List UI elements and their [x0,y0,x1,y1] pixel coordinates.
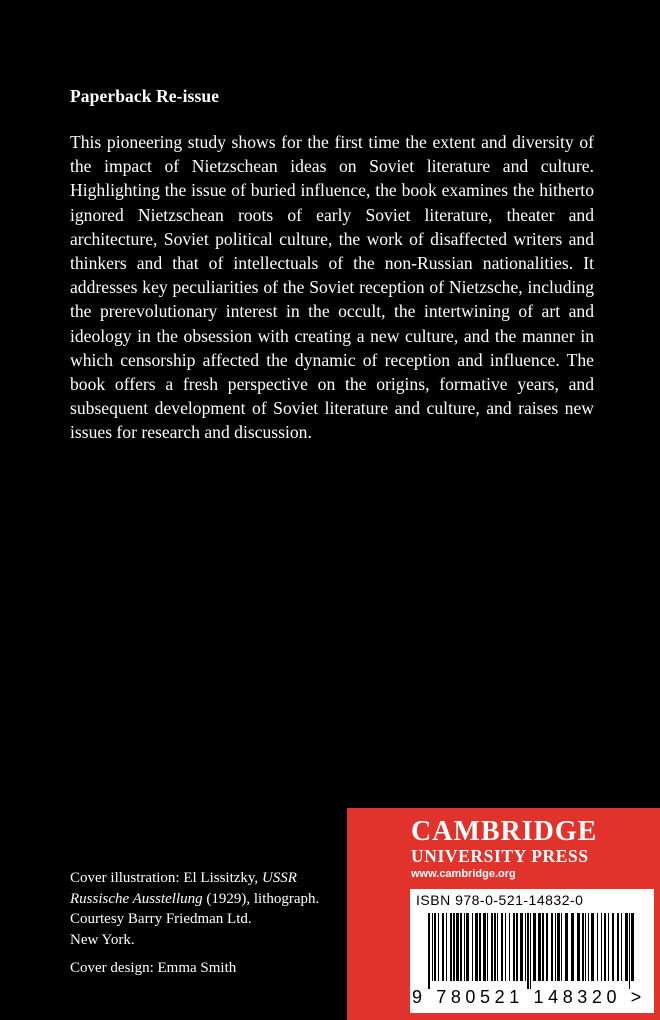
barcode-bar [520,913,523,981]
barcode-bar [565,913,568,981]
barcode-bar [561,913,562,981]
barcode-bar [625,913,628,981]
barcode-bar [525,913,526,981]
barcode-digits: 9 780521 148320 > [412,987,646,1007]
barcode-bar [555,913,556,981]
barcode-bar [629,913,630,989]
credit-location: New York. [70,931,135,948]
credit-title-2: Russische Ausstellung [70,890,203,907]
barcode-bar [585,913,586,981]
barcode-bar [631,913,634,981]
cover-illustration-credit [70,868,370,950]
barcode-bar [597,913,598,981]
credit-prefix: Cover illustration: El Lissitzky, [70,870,262,886]
barcode-bar [472,913,473,981]
barcode-bar [505,913,506,981]
barcode-bar [621,913,622,981]
barcode-bar [501,913,503,981]
barcode-bar [432,913,433,981]
barcode-bar [464,913,465,981]
book-description: This pioneering study shows for the first time the extent and diversity of the impact of Nietzschean ideas on Soviet literature and culture. Highlighting the issue of buried influence, the book examines the hitherto ignored Nietzschean roots of early Soviet literature, theater and architecture, Soviet political culture, the work of disaffected writers and thinkers and that of intellectuals of the non-Russian nationalities. It addresses key peculiarities of the Soviet reception of Nietzsche, including the prerevolutionary interest in the occult, the intertwining of art and ideology in the obsession with creating a new culture, and the manner in which censorship affected the dynamic of reception and influence. The book offers a fresh perspective on the origins, formative years, and subsequent development of Soviet literature and culture, and raises new issues for research and discussion. [70,132,594,443]
barcode-bar [612,913,614,981]
barcode-bar [460,913,462,981]
barcode-bar [446,913,447,981]
barcode-bar [577,913,580,981]
barcode-bar [557,913,560,981]
barcode-bar [588,913,589,981]
barcode-panel [410,889,654,1013]
barcode-bar [533,913,536,981]
publisher-website: www.cambridge.org [411,868,516,880]
barcode-bar [516,913,518,981]
barcode-bar [551,913,553,981]
barcode-bar [617,913,619,981]
cover-design-credit: Cover design: Emma Smith [70,960,237,976]
barcode-bar [513,913,515,981]
barcode-bar [450,913,452,981]
publisher-subtitle: UNIVERSITY PRESS [411,846,589,866]
barcode-bar [604,913,606,981]
barcode-bar [453,913,455,981]
credit-courtesy: Courtesy Barry Friedman Ltd. [70,911,252,927]
barcode-bar [608,913,609,981]
barcode-bar [428,913,430,989]
barcode-bar [546,913,548,981]
barcode-bar [434,913,436,981]
barcode-bar [456,913,459,981]
barcode-bar [438,913,439,981]
barcode-bar [494,913,496,981]
barcode-bar [582,913,584,981]
barcode-bar [442,913,444,981]
barcode-bar [530,913,531,989]
barcode-bar [571,913,574,981]
barcode-bar [483,913,486,981]
barcode-bar [538,913,541,981]
barcode-bar [591,913,594,981]
credit-suffix: (1929), lithograph. [202,890,320,907]
barcode-bar [527,913,529,989]
publisher-name: CAMBRIDGE [411,816,598,847]
barcode-bar [497,913,498,981]
barcode-bar [542,913,544,981]
publisher-block [347,808,660,1020]
barcode-bar [491,913,493,981]
barcode-bar [601,913,602,981]
isbn-label: ISBN 978-0-521-14832-0 [416,892,584,908]
heading-paperback-reissue: Paperback Re-issue [70,86,220,106]
credit-title-1: USSR [261,870,297,886]
barcode-bar [509,913,510,981]
barcode-bar [487,913,488,981]
barcode-bar [475,913,478,981]
barcode-bars [410,911,654,989]
barcode-bar [466,913,469,981]
barcode-bar [479,913,481,981]
